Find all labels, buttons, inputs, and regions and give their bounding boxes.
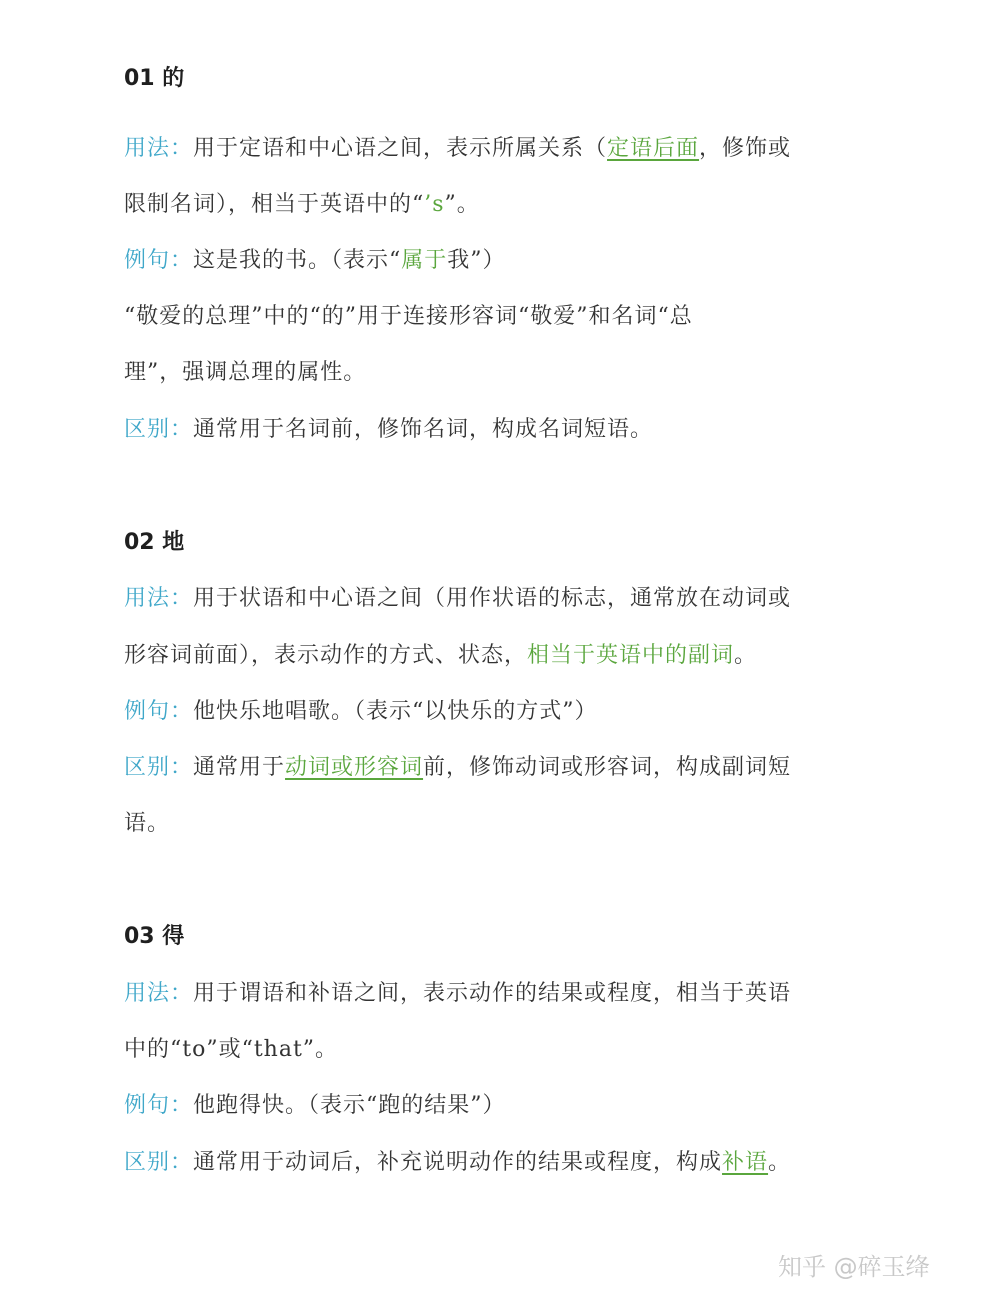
usage-text: ”。	[444, 192, 480, 217]
diff-text: 通常用于名词前，修饰名词，构成名词短语。	[193, 417, 654, 442]
zhihu-watermark: 知乎 @碎玉绛	[778, 1253, 930, 1281]
diff-line	[124, 1147, 791, 1179]
diff-text: 。	[768, 1150, 792, 1175]
usage-line	[124, 978, 791, 1010]
usage-text: 用于谓语和补语之间，表示动作的结果或程度，相当于英语	[193, 981, 792, 1006]
example-text: 他快乐地唱歌。（表示“以快乐的方式”）	[193, 699, 598, 724]
example-text: 我”）	[447, 248, 506, 273]
highlight-text: 相当于英语中的副词	[527, 643, 735, 668]
example-line	[124, 1090, 506, 1122]
diff-text: 通常用于动词后，补充说明动作的结果或程度，构成	[193, 1150, 723, 1175]
highlight-link[interactable]: 补语	[722, 1150, 769, 1175]
section-title-03: 03 得	[124, 924, 185, 949]
highlight-link[interactable]: 动词或形容词	[285, 755, 424, 780]
usage-line	[124, 640, 757, 672]
example-label: 例句：	[124, 699, 194, 724]
example-text: 他跑得快。（表示“跑的结果”）	[193, 1093, 506, 1118]
diff-label: 区别：	[124, 1150, 194, 1175]
diff-label: 区别：	[124, 755, 194, 780]
diff-label: 区别：	[124, 417, 194, 442]
highlight-link[interactable]: 定语后面	[607, 136, 700, 161]
diff-line: 语。	[124, 811, 171, 836]
usage-line	[124, 189, 480, 221]
usage-line	[124, 133, 791, 165]
usage-label: 用法：	[124, 981, 194, 1006]
highlight-text: 属于	[401, 248, 448, 273]
usage-label: 用法：	[124, 586, 194, 611]
example-label: 例句：	[124, 248, 194, 273]
note-line: “敬爱的总理”中的“的”用于连接形容词“敬爱”和名词“总	[124, 304, 693, 329]
note-line: 理”，强调总理的属性。	[124, 360, 367, 385]
example-text: 这是我的书。（表示“	[193, 248, 402, 273]
usage-label: 用法：	[124, 136, 194, 161]
diff-line	[124, 414, 653, 446]
section-title-02: 02 地	[124, 530, 185, 555]
usage-line	[124, 583, 791, 615]
diff-text: 前，修饰动词或形容词，构成副词短	[423, 755, 792, 780]
highlight-text: ’s	[424, 192, 445, 217]
usage-text: 形容词前面），表示动作的方式、状态，	[124, 643, 528, 668]
usage-line: 中的“to”或“that”。	[124, 1037, 339, 1062]
example-label: 例句：	[124, 1093, 194, 1118]
usage-text: 用于定语和中心语之间，表示所属关系（	[193, 136, 608, 161]
usage-text: 用于状语和中心语之间（用作状语的标志，通常放在动词或	[193, 586, 792, 611]
diff-text: 通常用于	[193, 755, 286, 780]
example-line	[124, 245, 506, 277]
section-title-01: 01 的	[124, 66, 185, 91]
usage-text: ，修饰或	[699, 136, 792, 161]
diff-line	[124, 752, 791, 784]
example-line	[124, 696, 598, 728]
usage-text: 限制名词），相当于英语中的“	[124, 192, 425, 217]
usage-text: 。	[734, 643, 758, 668]
